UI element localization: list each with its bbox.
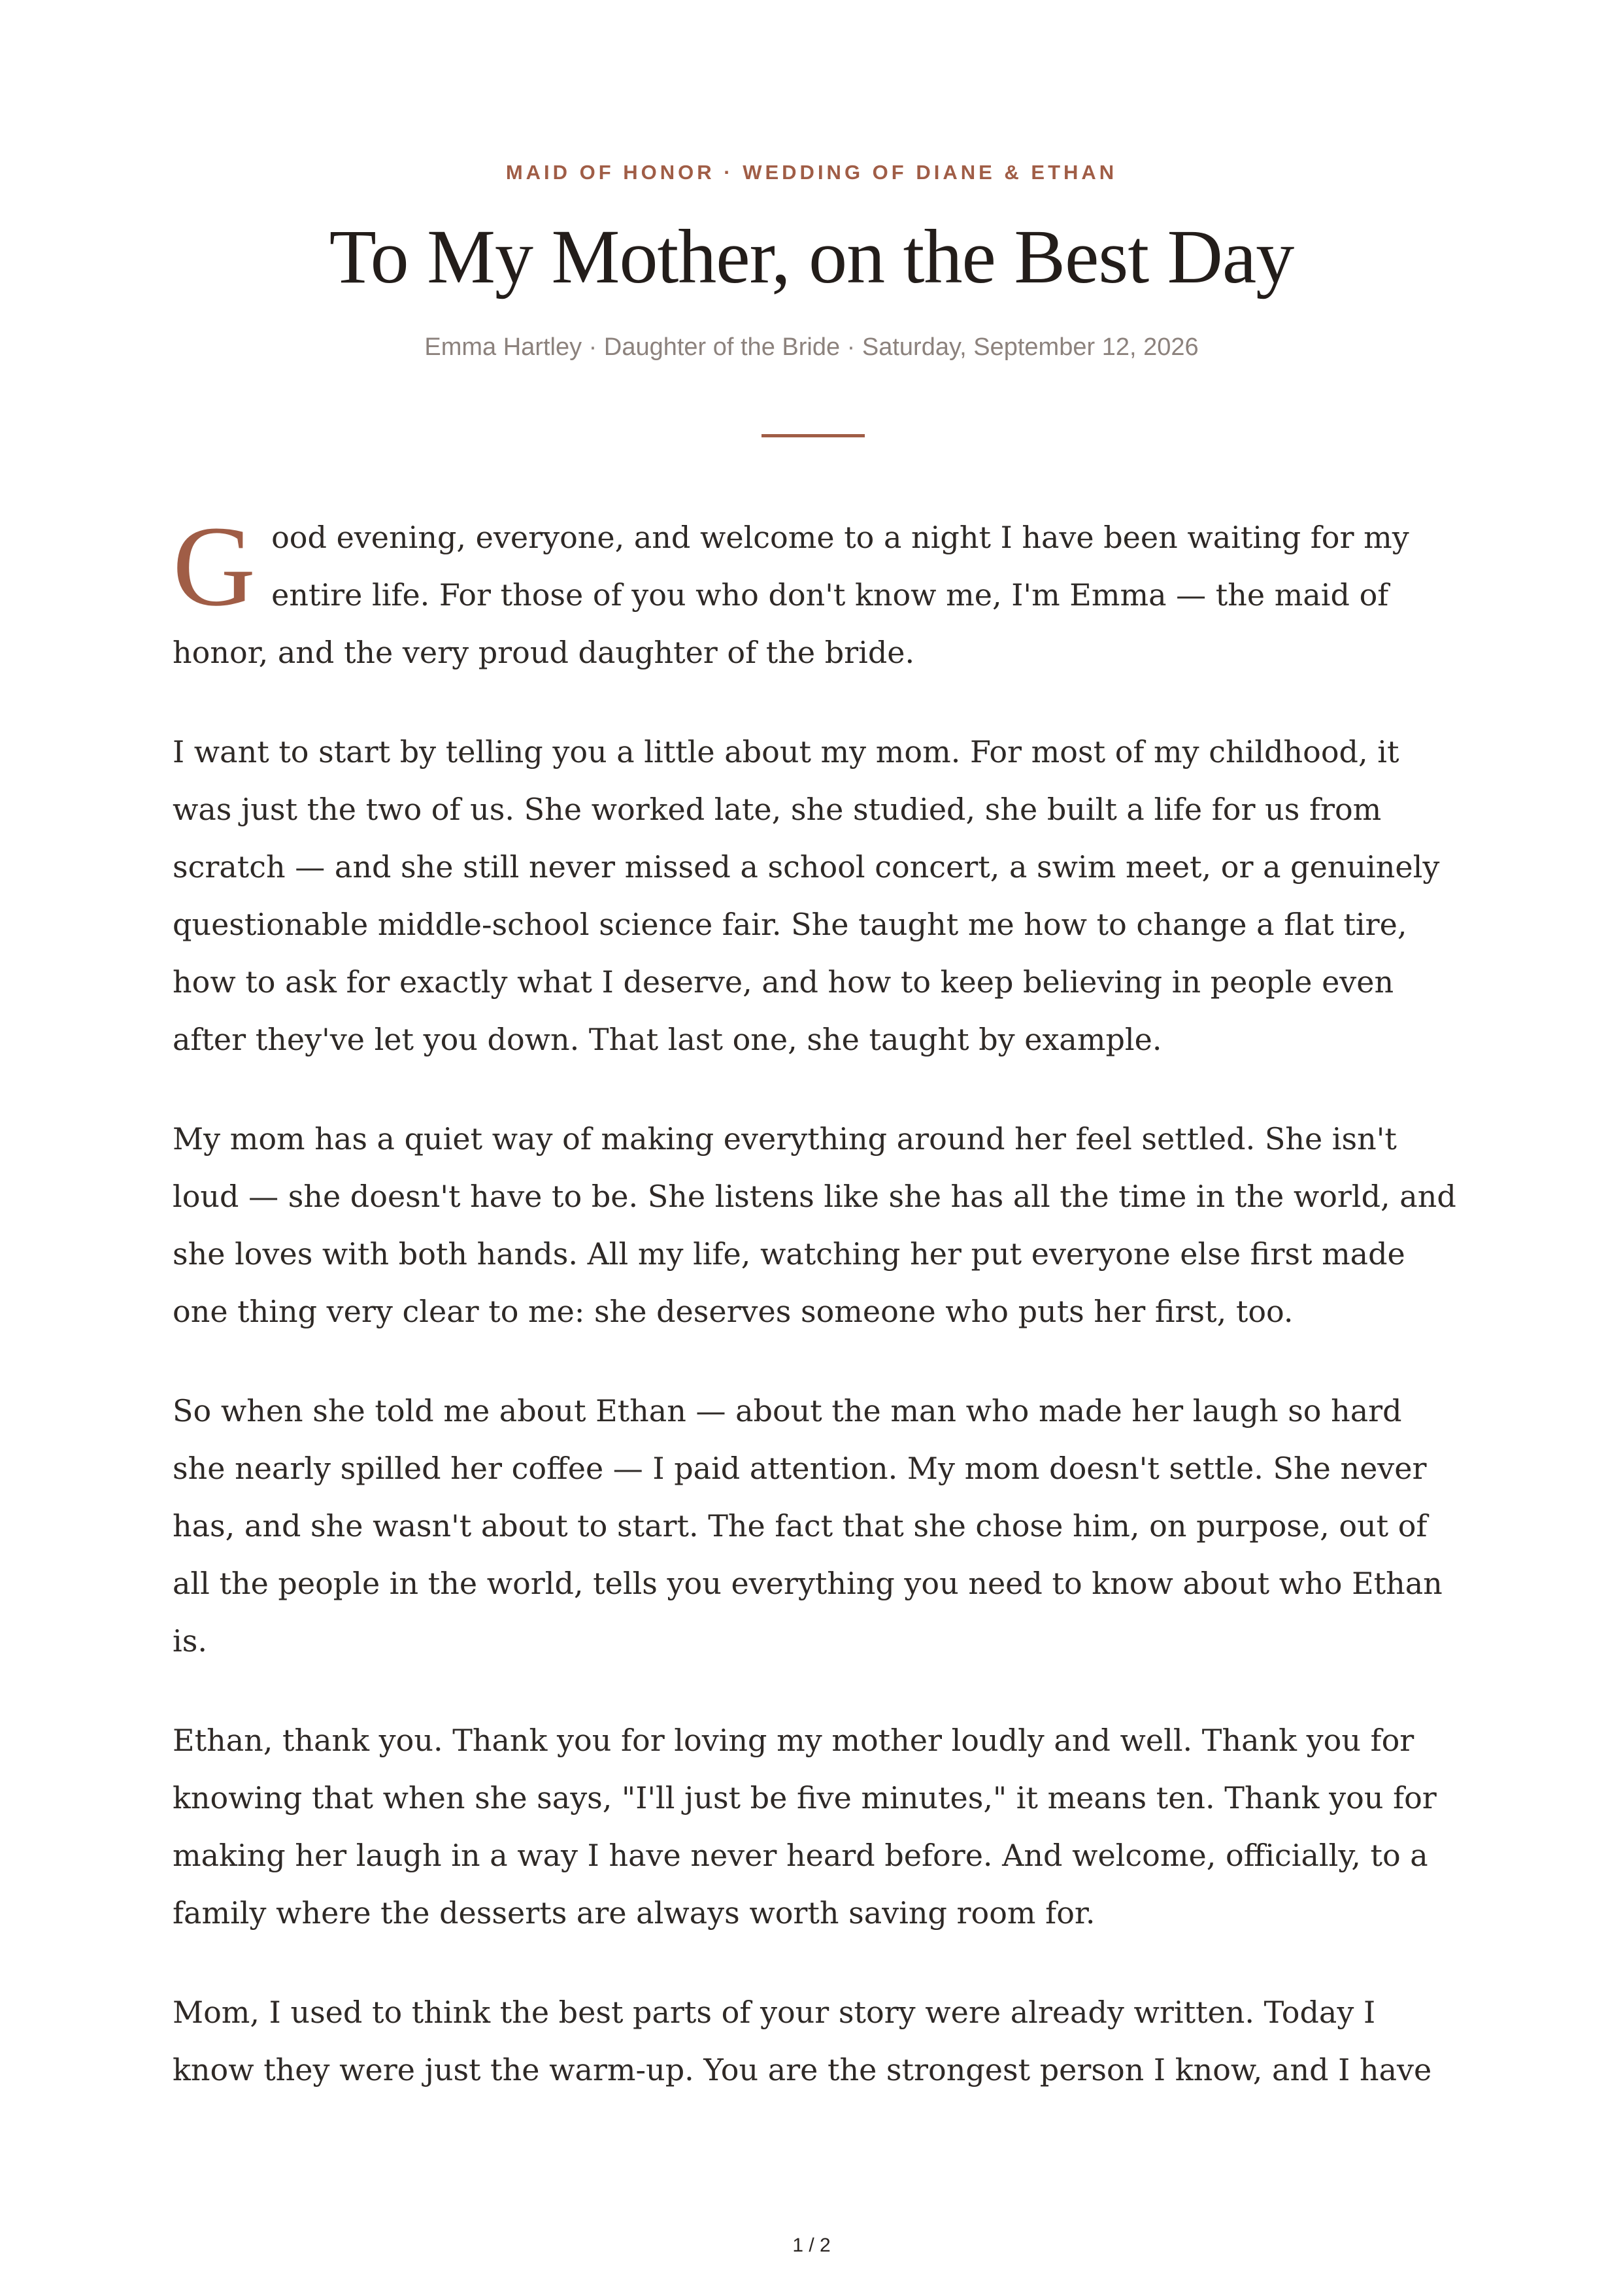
drop-cap: G	[173, 503, 256, 630]
decorative-divider	[761, 434, 865, 437]
paragraph-1-text: ood evening, everyone, and welcome to a night I have been waiting for my entire life. For those of you who don't know me, I'm Emma — the maid of honor, and the very proud daughter of the bride.	[173, 520, 1409, 670]
paragraph-2: I want to start by telling you a little about my mom. For most of my childhood, it was just the two of us. She worked late, she studied, she built a life for us from scratch — and she still never missed a school concert, a swim meet, or a genuinely questionable middle-school science fair. She taught me how to change a flat tire, how to ask for exactly what I deserve, and how to keep believing in people even after they've let you down. That last one, she taught by example.	[173, 734, 1440, 1057]
page-number: 1 / 2	[792, 2235, 831, 2256]
byline: Emma Hartley · Daughter of the Bride · Saturday, September 12, 2026	[424, 333, 1199, 361]
paragraph-6: Mom, I used to think the best parts of your story were already written. Today I know they were just the warm-up. You are the strongest person I know, and I have	[173, 1995, 1432, 2087]
paragraph-4: So when she told me about Ethan — about the man who made her laugh so hard she nearly spilled her coffee — I paid attention. My mom doesn't settle. She never has, and she wasn't about to start. The fact that she chose him, on purpose, out of all the people in the world, tells you everything you need to know about who Ethan is.	[173, 1393, 1443, 1659]
paragraph-3: My mom has a quiet way of making everything around her feel settled. She isn't loud — she doesn't have to be. She listens like she has all the time in the world, and she loves with both hands. All my life, watching her put everyone else first made one thing very clear to me: she deserves someone who puts her first, too.	[173, 1121, 1456, 1329]
paragraph-1	[173, 503, 1456, 681]
speech-body	[173, 503, 1456, 2140]
paragraph-5: Ethan, thank you. Thank you for loving my mother loudly and well. Thank you for knowing that when she says, "I'll just be five minutes," it means ten. Thank you for making her laugh in a way I have never heard before. And welcome, officially, to a family where the desserts are always worth saving room for.	[173, 1723, 1437, 1931]
page-title: To My Mother, on the Best Day	[329, 214, 1294, 299]
eyebrow-label: MAID OF HONOR · WEDDING OF DIANE & ETHAN	[505, 161, 1118, 184]
